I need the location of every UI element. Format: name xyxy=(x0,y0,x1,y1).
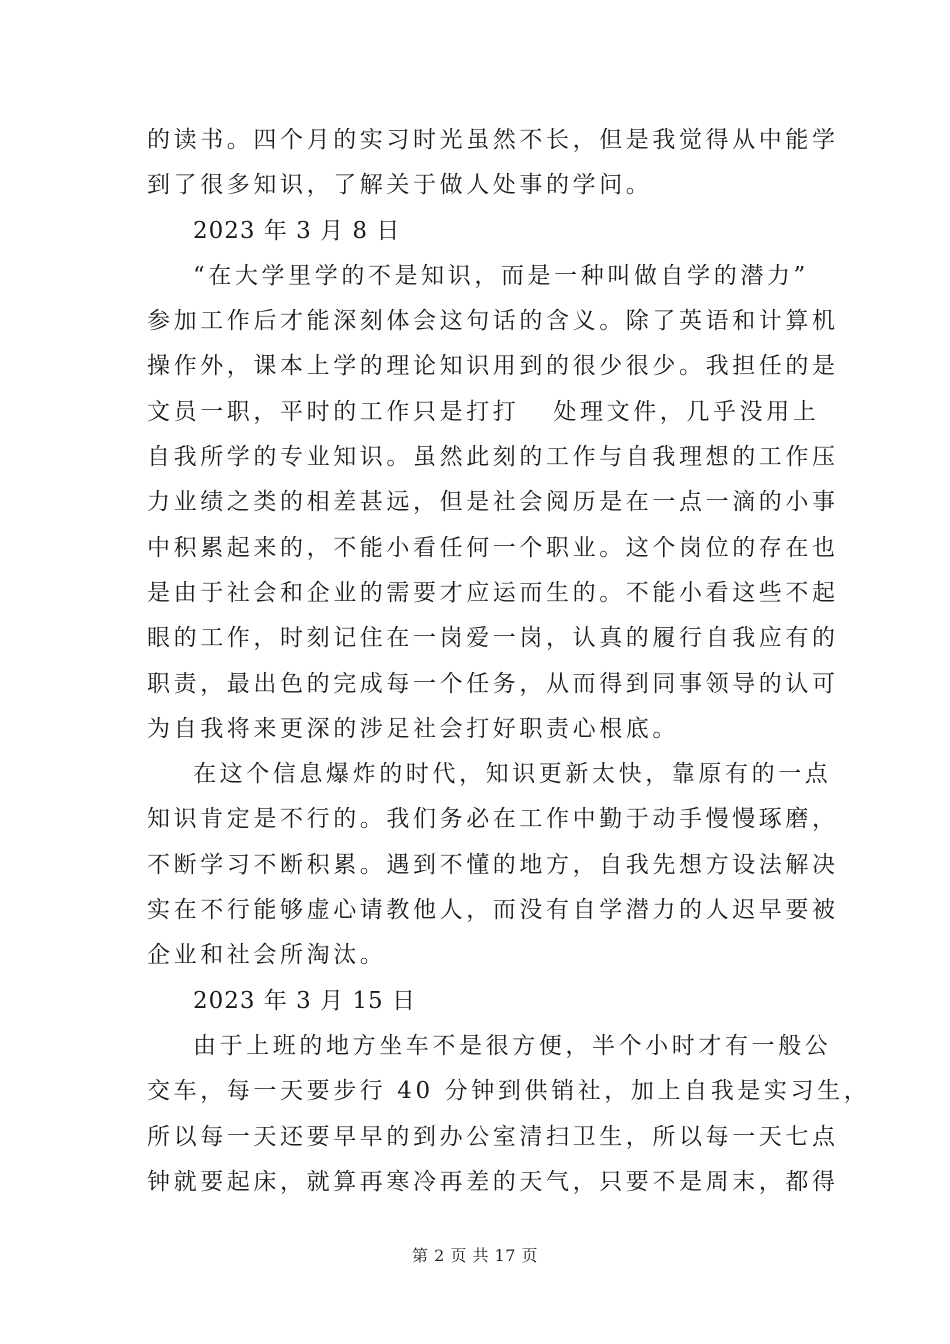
paragraph-start: 在这个信息爆炸的时代，知识更新太快，靠原有的一点 xyxy=(193,761,832,788)
text-line: 职责，最出色的完成每一个任务，从而得到同事领导的认可 xyxy=(147,670,839,697)
text-line: 交车，每一天要步行 40 分钟到供销社，加上自我是实习生， xyxy=(147,1078,871,1105)
body-text xyxy=(147,118,871,1205)
text-line: 是由于社会和企业的需要才应运而生的。不能小看这些不起 xyxy=(147,579,839,606)
text-line: 所以每一天还要早早的到办公室清扫卫生，所以每一天七点 xyxy=(147,1123,839,1150)
date-heading: 2023 年 3 月 15 日 xyxy=(193,987,416,1014)
text-line: 参加工作后才能深刻体会这句话的含义。除了英语和计算机 xyxy=(147,308,839,335)
text-line: 知识肯定是不行的。我们务必在工作中勤于动手慢慢琢磨， xyxy=(147,806,839,833)
text-line: 中积累起来的，不能小看任何一个职业。这个岗位的存在也 xyxy=(147,534,839,561)
date-heading: 2023 年 3 月 8 日 xyxy=(193,217,401,244)
quote-line: “在大学里学的不是知识，而是一种叫做自学的潜力” xyxy=(193,262,809,289)
text-line: 企业和社会所淘汰。 xyxy=(147,942,387,969)
text-line: 眼的工作，时刻记住在一岗爱一岗，认真的履行自我应有的 xyxy=(147,625,839,652)
text-line: 钟就要起床，就算再寒冷再差的天气，只要不是周末，都得 xyxy=(147,1168,839,1195)
text-line: 为自我将来更深的涉足社会打好职责心根底。 xyxy=(147,715,679,742)
text-line: 到了很多知识，了解关于做人处事的学问。 xyxy=(147,172,653,199)
page-number-footer: 第 2 页 共 17 页 xyxy=(412,1246,538,1265)
text-line xyxy=(147,390,820,435)
text-line: 不断学习不断积累。遇到不懂的地方，自我先想方设法解决 xyxy=(147,851,839,878)
text-segment: 文员一职，平时的工作只是打打 xyxy=(147,398,520,425)
text-line: 的读书。四个月的实习时光虽然不长，但是我觉得从中能学 xyxy=(147,127,839,153)
text-line: 操作外，课本上学的理论知识用到的很少很少。我担任的是 xyxy=(147,353,839,380)
text-segment: 处理文件，几乎没用上 xyxy=(553,398,820,425)
text-line: 实在不行能够虚心请教他人，而没有自学潜力的人迟早要被 xyxy=(147,897,839,924)
text-line: 力业绩之类的相差甚远，但是社会阅历是在一点一滴的小事 xyxy=(147,489,839,516)
paragraph-start: 由于上班的地方坐车不是很方便，半个小时才有一般公 xyxy=(193,1032,832,1059)
text-line: 自我所学的专业知识。虽然此刻的工作与自我理想的工作压 xyxy=(147,444,839,471)
